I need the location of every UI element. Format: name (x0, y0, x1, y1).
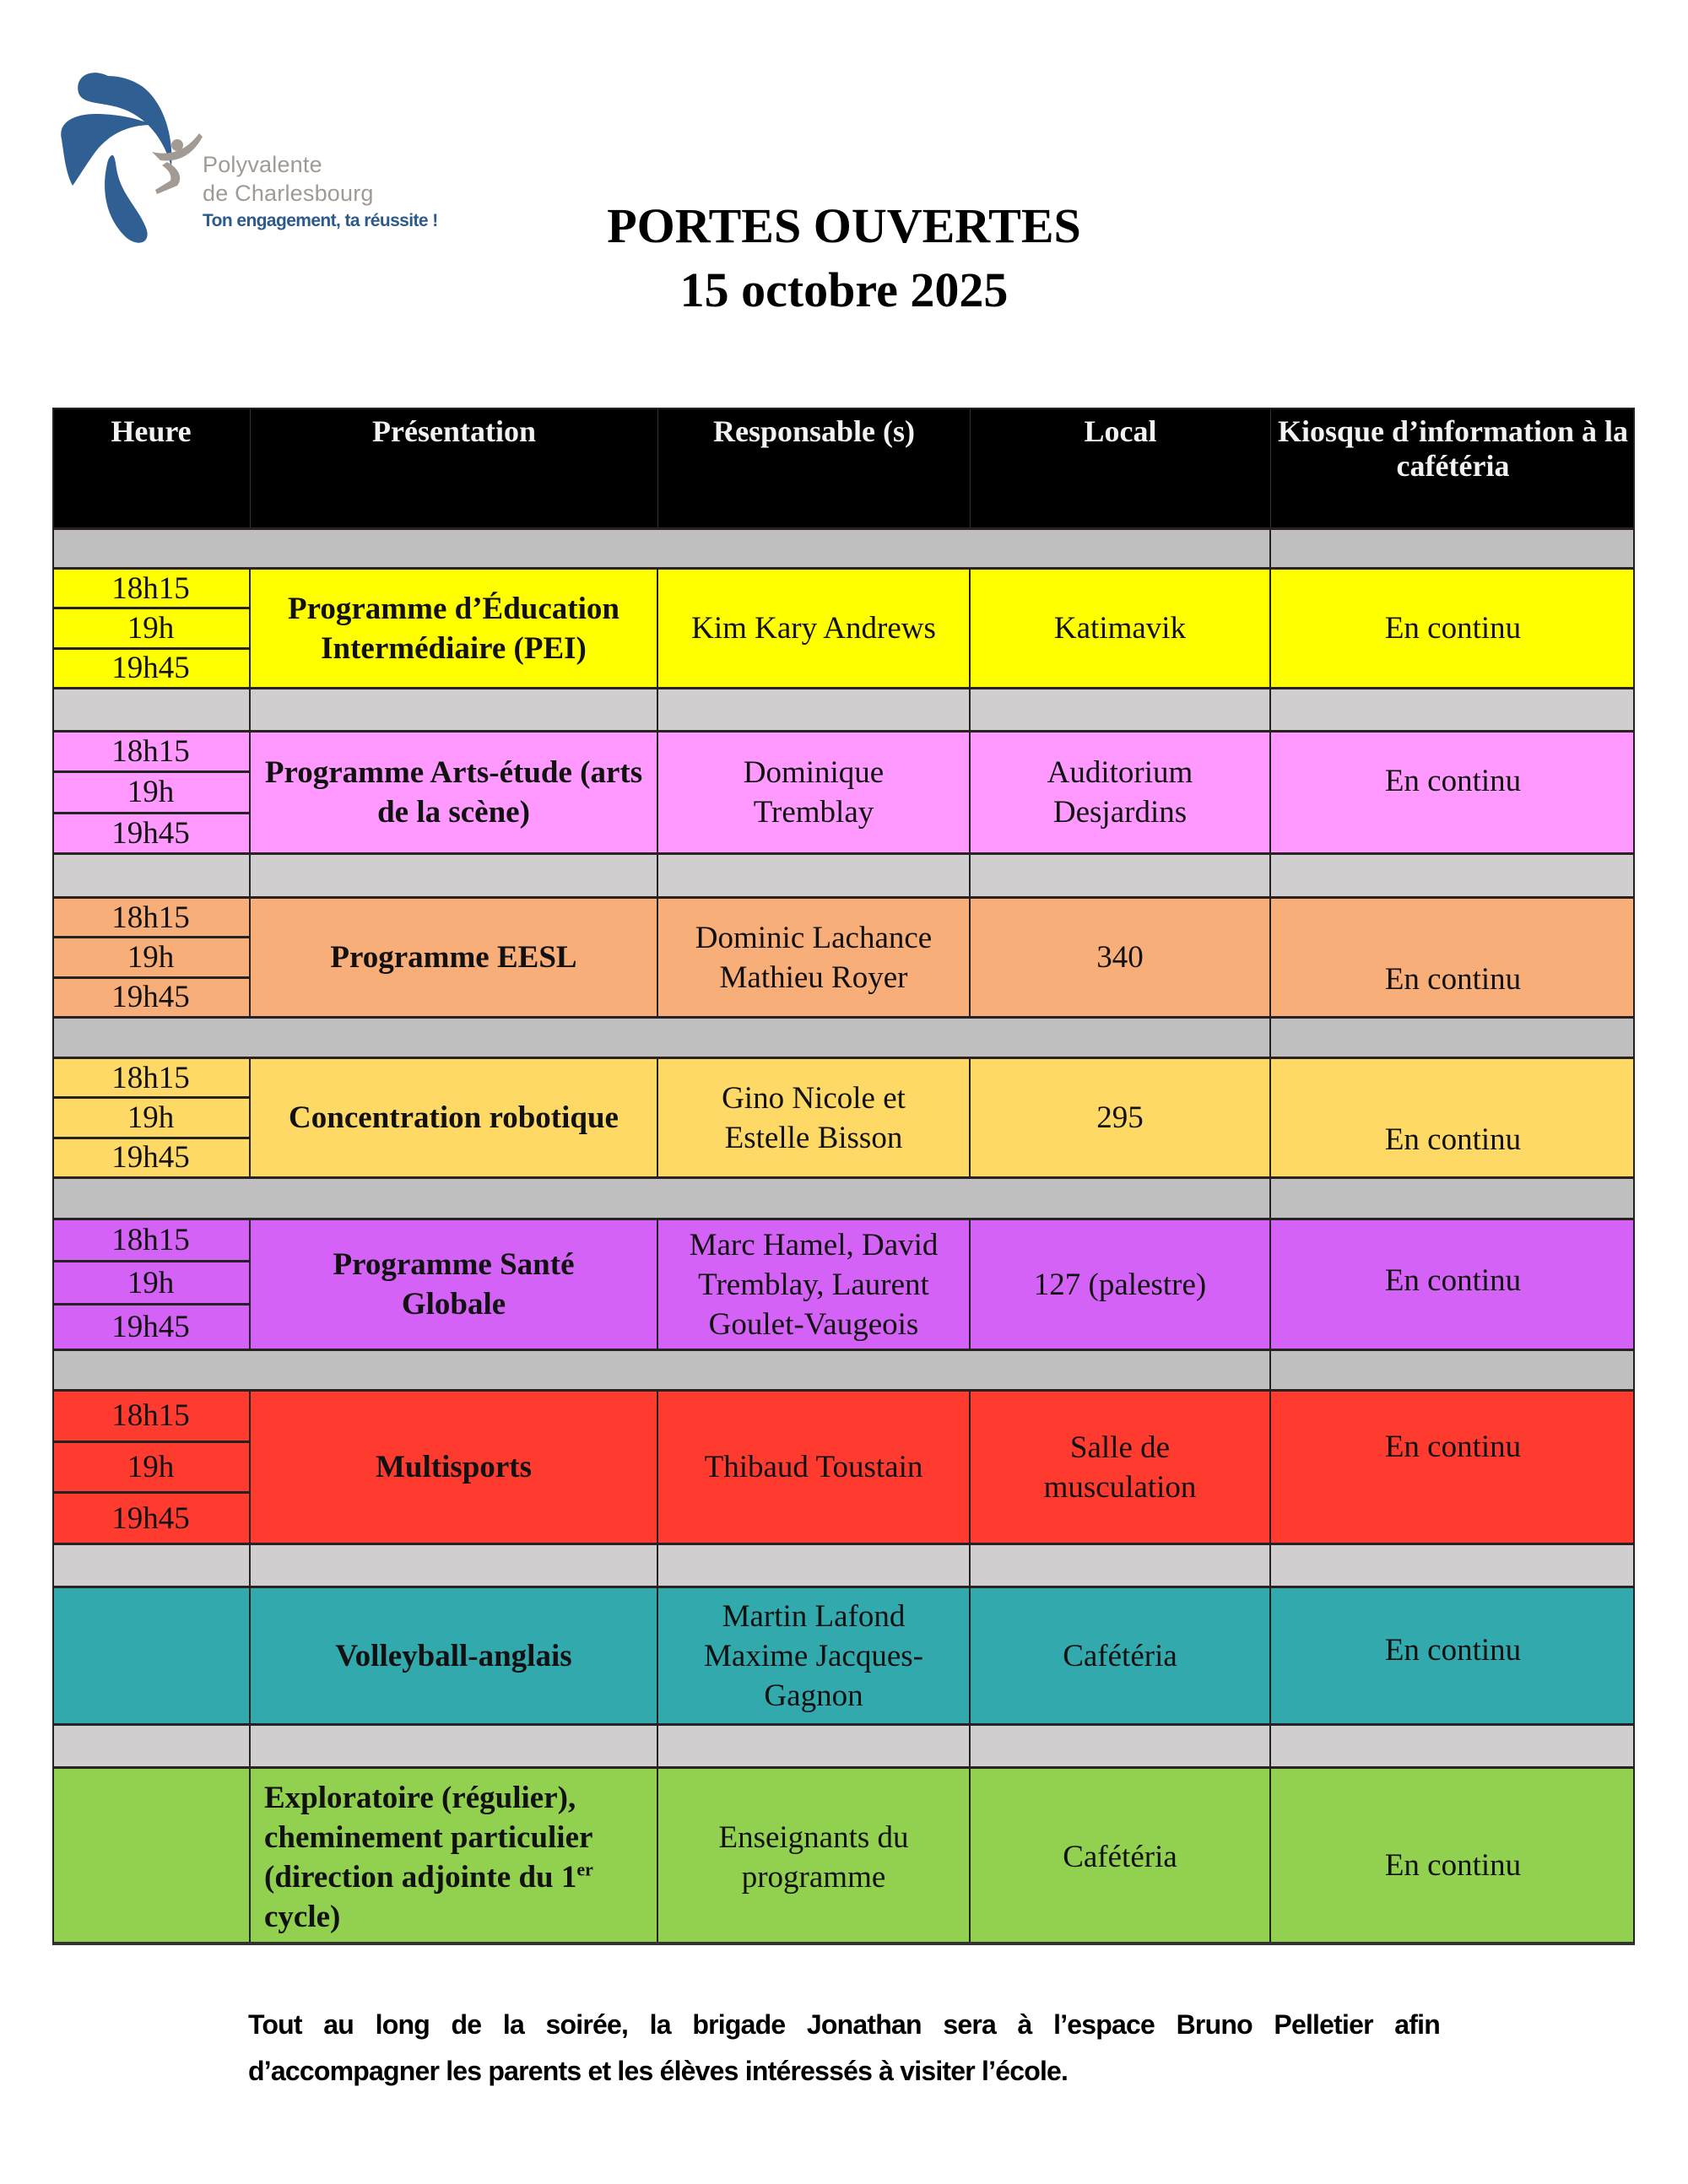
presentation-text: Programme Arts-étude (arts de la scène) (264, 755, 643, 830)
kiosque-cell: En continu (1384, 1848, 1522, 1883)
local-cell: 340 (971, 899, 1271, 1016)
spacer-cell (1271, 1726, 1635, 1766)
spacer-row (52, 687, 1635, 730)
spacer-cell (658, 1726, 971, 1766)
spacer-cell (251, 689, 658, 730)
times-cell (52, 570, 251, 687)
local-cell: 295 (971, 1059, 1271, 1176)
presentation-text-end: cycle) (264, 1899, 341, 1934)
times-cell (52, 733, 251, 852)
spacer-cell (658, 855, 971, 896)
local-cell (971, 1392, 1271, 1543)
responsable-cell: Kim Kary Andrews (658, 570, 971, 687)
logo-name-line1: Polyvalente (203, 152, 322, 177)
presentation-cell: Programme EESL (251, 899, 658, 1016)
table-header-row (52, 408, 1635, 527)
spacer-cell (971, 1726, 1271, 1766)
local-cell: 127 (palestre) (971, 1220, 1271, 1349)
times-cell-empty (52, 1769, 251, 1945)
responsable-cell (658, 1769, 971, 1945)
time-slot: 19h (52, 609, 249, 649)
kiosque-cell: En continu (1384, 763, 1522, 798)
spacer-cell (52, 1179, 1271, 1218)
time-slot: 19h (52, 1443, 249, 1495)
program-row-exploratoire (52, 1766, 1635, 1945)
kiosque-cell: En continu (1384, 1262, 1522, 1298)
local-cell: Cafétéria (971, 1588, 1271, 1723)
presentation-cell: Concentration robotique (251, 1059, 658, 1176)
program-row-arts-etude (52, 730, 1635, 852)
spacer-cell (52, 1545, 251, 1586)
spacer-cell (1271, 689, 1635, 730)
times-cell (52, 1220, 251, 1349)
time-slot: 19h (52, 1099, 249, 1138)
presentation-text: Programme Santé Globale (333, 1247, 575, 1322)
spacer-cell (251, 855, 658, 896)
local-text: Auditorium Desjardins (1047, 755, 1193, 830)
spacer-cell (52, 855, 251, 896)
spacer-cell (1271, 1179, 1635, 1218)
presentation-cell (251, 570, 658, 687)
spacer-row (52, 1016, 1635, 1057)
local-cell: Katimavik (971, 570, 1271, 687)
times-cell (52, 899, 251, 1016)
spacer-cell (52, 530, 1271, 567)
local-cell: Cafétéria (971, 1769, 1271, 1945)
spacer-cell (52, 689, 251, 730)
time-slot: 19h (52, 938, 249, 978)
responsable-text: Marc Hamel, David Tremblay, Laurent Goulet-Vaugeois (689, 1227, 939, 1342)
time-slot: 18h15 (52, 733, 249, 773)
presentation-cell (251, 1769, 658, 1945)
times-cell-empty (52, 1588, 251, 1723)
header-responsable: Responsable (s) (658, 408, 971, 527)
local-text: Salle de musculation (1043, 1430, 1197, 1505)
responsable-text: Martin Lafond Maxime Jacques-Gagnon (704, 1598, 923, 1713)
header-local: Local (971, 408, 1271, 527)
responsable-text: Enseignants du programme (718, 1819, 909, 1895)
spacer-cell (251, 1726, 658, 1766)
presentation-cell (251, 1220, 658, 1349)
responsable-text: Dominique Tremblay (743, 755, 885, 830)
spacer-cell (52, 1726, 251, 1766)
header-kiosque: Kiosque d’information à la cafétéria (1277, 414, 1629, 483)
spacer-cell (1271, 1019, 1635, 1057)
spacer-cell (658, 689, 971, 730)
logo-slogan: Ton engagement, ta réussite ! (203, 211, 438, 230)
time-slot: 19h45 (111, 651, 190, 686)
presentation-cell: Volleyball-anglais (251, 1588, 658, 1723)
time-slot: 19h45 (111, 980, 190, 1015)
school-logo (57, 68, 479, 245)
time-slot: 18h15 (52, 570, 249, 609)
responsable-cell: Thibaud Toustain (658, 1392, 971, 1543)
time-slot: 19h (52, 773, 249, 814)
spacer-cell (971, 1545, 1271, 1586)
time-slot: 18h15 (52, 899, 249, 938)
spacer-row (52, 1723, 1635, 1766)
kiosque-cell: En continu (1384, 611, 1522, 646)
page-title: PORTES OUVERTES (607, 198, 1081, 253)
spacer-cell (971, 689, 1271, 730)
spacer-row (52, 852, 1635, 896)
responsable-cell (658, 1588, 971, 1723)
ordinal-superscript: er (576, 1858, 593, 1880)
spacer-cell (52, 1351, 1271, 1389)
times-cell (52, 1059, 251, 1176)
time-slot: 19h (52, 1262, 249, 1306)
presentation-text-main: Exploratoire (régulier), cheminement particulier (direction adjointe du 1 (264, 1780, 592, 1895)
spacer-cell (1271, 1351, 1635, 1389)
local-cell (971, 733, 1271, 852)
time-slot: 18h15 (52, 1392, 249, 1443)
time-slot: 19h45 (111, 815, 190, 851)
program-row-multisports (52, 1389, 1635, 1543)
logo-swirl-icon (57, 68, 209, 245)
header-heure: Heure (52, 408, 251, 527)
spacer-row (52, 527, 1635, 567)
spacer-cell (1271, 1545, 1635, 1586)
program-row-eesl (52, 896, 1635, 1016)
responsable-cell (658, 899, 971, 1016)
footer-line-2: d’accompagner les parents et les élèves intéressés à visiter l’école. (248, 2056, 1069, 2086)
spacer-cell (251, 1545, 658, 1586)
spacer-cell (52, 1019, 1271, 1057)
spacer-cell (1271, 530, 1635, 567)
time-slot: 18h15 (52, 1059, 249, 1099)
times-cell (52, 1392, 251, 1543)
kiosque-cell: En continu (1384, 1122, 1522, 1157)
kiosque-cell: En continu (1384, 1632, 1522, 1668)
kiosque-cell: En continu (1384, 962, 1522, 997)
spacer-cell (971, 855, 1271, 896)
time-slot: 18h15 (52, 1220, 249, 1262)
footer-line-1: Tout au long de la soirée, la brigade Jonathan sera à l’espace Bruno Pelletier afin (248, 2009, 1440, 2040)
event-date: 15 octobre 2025 (679, 262, 1009, 317)
spacer-cell (658, 1545, 971, 1586)
spacer-cell (1271, 855, 1635, 896)
program-row-volleyball-anglais (52, 1586, 1635, 1723)
responsable-cell (658, 1059, 971, 1176)
program-row-sante-globale (52, 1218, 1635, 1349)
time-slot: 19h45 (111, 1140, 190, 1176)
logo-name-line2: de Charlesbourg (203, 181, 374, 206)
kiosque-cell: En continu (1384, 1430, 1522, 1464)
program-row-pei (52, 567, 1635, 687)
responsable-cell (658, 733, 971, 852)
time-slot: 19h45 (111, 1500, 190, 1536)
spacer-row (52, 1349, 1635, 1389)
header-presentation: Présentation (251, 408, 658, 527)
spacer-row (52, 1176, 1635, 1218)
responsable-text: Gino Nicole et Estelle Bisson (722, 1080, 906, 1155)
presentation-text: Programme d’Éducation Intermédiaire (PEI) (288, 591, 619, 666)
presentation-text (264, 1778, 648, 1937)
presentation-cell: Multisports (251, 1392, 658, 1543)
footer-note (248, 2002, 1440, 2095)
schedule-table (52, 408, 1635, 1945)
program-row-robotique (52, 1057, 1635, 1176)
time-slot: 19h45 (111, 1310, 190, 1344)
responsable-cell (658, 1220, 971, 1349)
presentation-cell (251, 733, 658, 852)
spacer-row (52, 1543, 1635, 1586)
responsable-text: Dominic Lachance Mathieu Royer (695, 920, 933, 995)
